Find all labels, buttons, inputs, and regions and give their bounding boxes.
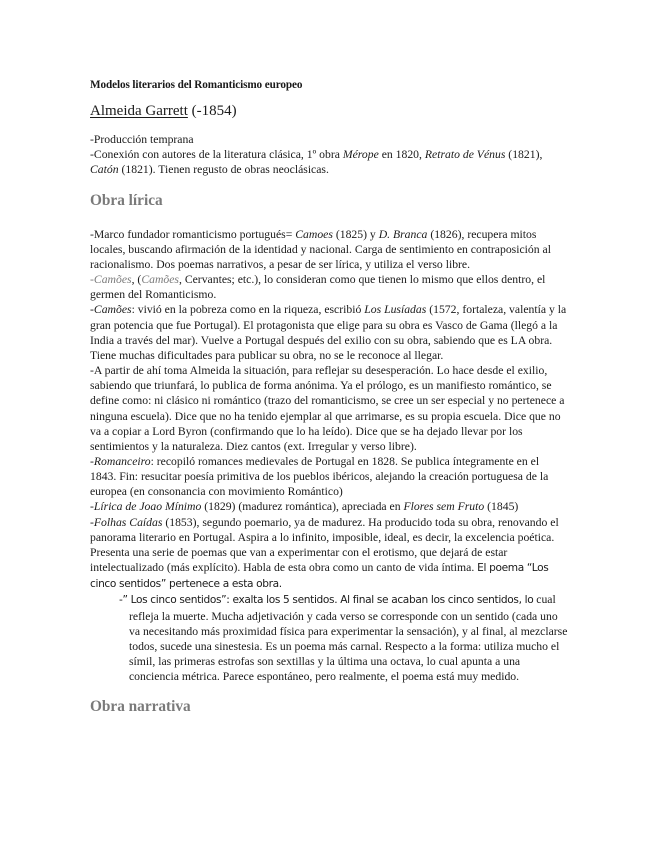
work-title: Retrato de Vénus: [424, 148, 506, 162]
document-title: Modelos literarios del Romanticismo europeo: [90, 79, 303, 91]
paragraph-almeida: -A partir de ahí toma Almeida la situación, para reflejar su desesperación. Lo hace desde el exilio, sabiendo que triunfará, lo publica de forma anónima. Ya el prólogo, es un manifiesto romántico, se define como: ni clásico ni romántico (trazo del romanticismo, se cree un ser especial y no pertenece a ninguna escuela). Dice que no ha tenido ejemplar al que arrimarse, es su propia escuela. Dice que no va a copiar a Lord Byron (confirmando que lo ha leído). Dice que se ha dejado llevar por los sentimientos y la naturaleza. Diez cantos (ext. Irregular y verso libre).: [90, 364, 565, 453]
work-title: -Folhas Caídas: [90, 515, 163, 529]
paragraph-cinco-sentidos: [90, 592, 568, 684]
text-run: El poema “Los cinco sentidos” pertenece a esta obra.: [90, 562, 549, 591]
paragraph-camoes-2: [90, 302, 568, 363]
paragraph-lirica-joao: [90, 499, 568, 514]
author-name[interactable]: Almeida Garrett: [90, 103, 188, 120]
work-title: Flores sem Fruto: [403, 500, 485, 514]
paragraph-folhas: [90, 515, 568, 593]
work-title: Los Lusíadas: [364, 303, 427, 317]
text-run: , Cervantes; etc.), lo consideran como que tienen lo mismo que ellos dentro, el germen del Romanticismo.: [90, 273, 546, 302]
text-run: (1826), recupera mitos locales, buscando afirmación de la identidad y nacional. Carga de sentimiento en contraposición al racionalismo. Dos poemas narrativos, a pesar de ser lírica, y utiliza el verso libre.: [90, 227, 551, 271]
work-title: -Romanceiro: [90, 454, 151, 468]
work-title: Camões: [141, 273, 179, 287]
document-body: [90, 78, 568, 732]
text-run: (1825) y: [332, 227, 379, 241]
work-title: Catón: [90, 163, 119, 177]
text-run: -Conexión con autores de la literatura clásica, 1º obra: [90, 148, 343, 162]
text-run: cual refleja la muerte. Mucha adjetivación y cada verso se corresponde con un sentido (cada uno va necesitando más proximidad física para experimentar la sensación), y al final, al mezclarse todos, sucede una sinestesia. Es un poema más carnal. Respecto a la forma: utiliza mucho el símil, las primeras estrofas son sextillas y la última una octava, lo cual apunta a una conciencia métrica. Parece espontáneo, pero realmente, el poema está muy medido.: [129, 593, 568, 684]
work-title: D. Branca: [378, 227, 428, 241]
work-title: -Lírica de Joao Mínimo: [90, 500, 202, 514]
paragraph-camoes-1: [90, 272, 568, 302]
text-run: -” Los cinco sentidos”: exalta los 5 sentidos. Al final se acaban los cinco sentidos, lo: [119, 594, 534, 607]
work-title: -Camões: [90, 303, 132, 317]
section-heading-lirica: Obra lírica: [90, 191, 163, 209]
work-title: -Camões: [90, 273, 132, 287]
text-run: -Marco fundador romanticismo portugués=: [90, 227, 296, 241]
work-title: Mérope: [342, 148, 379, 162]
text-run: : recopiló romances medievales de Portugal en 1828. Se publica íntegramente en el 1843. Fin: resucitar poesía primitiva de los pueblos ibéricos, alejando la creación portuguesa de la europea (en consonancia con movimiento Romántico): [90, 454, 549, 499]
intro-block: [90, 132, 568, 177]
text-run: (1845): [484, 500, 519, 514]
author-dates: (-1854): [191, 103, 237, 120]
intro-line-1: -Producción temprana: [90, 133, 194, 147]
text-run: (1821). Tienen regusto de obras neoclásicas.: [118, 163, 329, 177]
text-run: (1829) (madurez romántica), apreciada en: [201, 500, 404, 514]
paragraph-romanceiro: [90, 454, 568, 499]
work-title: Camoes: [295, 227, 333, 241]
text-run: (1572, fortaleza, valentía y la gran potencia que fue Portugal). El protagonista que elige para su obra es Vasco de Gama (llegó a la India a través del mar). Vuelve a Portugal después del exilio con su obra, sabiendo que es LA obra. Tiene muchas dificultades para publicar su obra, no se le reconoce al llegar.: [90, 303, 567, 362]
text-run: (1853), segundo poemario, ya de madurez. Ha producido toda su obra, renovando el panorama literario en Portugal. Aspira a lo infinito, imposible, ideal, es decir, la excelencia poética. Presenta una serie de poemas que van a experimentar con el erotismo, que dejará de estar intelectualizado (más explícito). Habla de esta obra como un canto de vida íntima.: [90, 515, 559, 575]
section-heading-narrativa: Obra narrativa: [90, 698, 191, 716]
text-run: : vivió en la pobreza como en la riqueza, escribió: [131, 303, 365, 317]
text-run: , (: [131, 273, 142, 287]
paragraph-marco: [90, 227, 568, 272]
text-run: en 1820,: [378, 148, 425, 162]
author-heading: [90, 102, 568, 120]
intro-line-2: [90, 147, 568, 177]
text-run: (1821),: [505, 148, 543, 162]
